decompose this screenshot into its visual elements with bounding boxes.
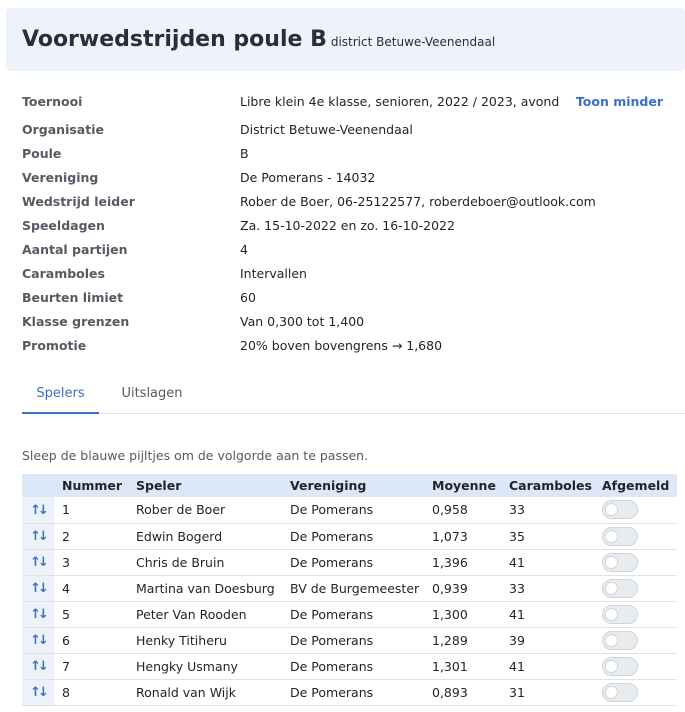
sort-arrows-icon[interactable]: ↑↓ [30, 659, 46, 674]
cell-speler: Rober de Boer [136, 502, 226, 518]
toggle-knob [605, 660, 618, 673]
cell-moyenne: 1,300 [432, 606, 468, 622]
toggle-knob [605, 503, 618, 516]
toggle-knob [605, 686, 618, 699]
info-value: Van 0,300 tot 1,400 [240, 314, 365, 329]
drag-handle[interactable] [22, 679, 54, 705]
info-value: Rober de Boer, 06-25122577, roberdeboer@outlook.com [240, 194, 596, 209]
info-value: Intervallen [240, 266, 307, 281]
cell-afgemeld [594, 549, 677, 575]
drag-handle[interactable] [22, 653, 54, 679]
info-row [22, 91, 677, 113]
cell-speler: Peter Van Rooden [136, 606, 247, 622]
sort-arrows-icon[interactable]: ↑↓ [30, 502, 46, 518]
info-label: Organisatie [22, 122, 104, 137]
cell-nummer: 8 [62, 684, 70, 700]
toggle-knob [605, 634, 618, 647]
drag-handle[interactable] [22, 497, 54, 523]
cell-caramboles: 41 [509, 554, 525, 570]
cell-vereniging: BV de Burgemeester [290, 580, 420, 596]
toon-minder-link[interactable]: Toon minder [575, 94, 663, 109]
table-row [22, 549, 677, 575]
info-label: Promotie [22, 338, 87, 353]
info-row [22, 119, 677, 141]
column-header-moyenne[interactable]: Moyenne [432, 478, 496, 493]
info-row [22, 311, 677, 333]
cell-afgemeld [594, 601, 677, 627]
afgemeld-toggle[interactable] [602, 683, 638, 702]
cell-vereniging: De Pomerans [290, 632, 374, 648]
players-table [22, 474, 677, 706]
afgemeld-toggle[interactable] [602, 500, 638, 519]
cell-moyenne: 0,893 [432, 684, 468, 700]
table-row [22, 601, 677, 627]
cell-nummer: 7 [62, 658, 70, 674]
column-header-afgemeld[interactable]: Afgemeld [602, 478, 670, 493]
cell-moyenne: 1,073 [432, 528, 468, 544]
cell-speler: Hengky Usmany [136, 658, 238, 674]
drag-handle[interactable] [22, 523, 54, 549]
info-value: District Betuwe-Veenendaal [240, 122, 413, 137]
info-label: Beurten limiet [22, 290, 124, 305]
toggle-knob [605, 608, 618, 621]
info-label: Vereniging [22, 170, 99, 185]
toggle-knob [605, 556, 618, 569]
afgemeld-toggle[interactable] [602, 631, 638, 650]
info-value: De Pomerans - 14032 [240, 170, 376, 185]
info-row [22, 335, 677, 357]
cell-afgemeld [594, 497, 677, 523]
cell-moyenne: 0,958 [432, 502, 468, 518]
drag-handle[interactable] [22, 575, 54, 601]
toggle-knob [605, 530, 618, 543]
sort-arrows-icon[interactable]: ↑↓ [30, 555, 46, 570]
tab-bar [22, 376, 685, 414]
afgemeld-toggle[interactable] [602, 657, 638, 676]
drag-handle[interactable] [22, 601, 54, 627]
info-row [22, 191, 677, 213]
column-header-caramboles[interactable]: Caramboles [509, 478, 592, 493]
drag-hint: Sleep de blauwe pijltjes om de volgorde aan te passen. [22, 448, 369, 463]
info-label: Speeldagen [22, 218, 105, 233]
sort-arrows-icon[interactable]: ↑↓ [30, 633, 46, 648]
cell-afgemeld [594, 627, 677, 653]
cell-afgemeld [594, 575, 677, 601]
cell-vereniging: De Pomerans [290, 502, 374, 518]
cell-speler: Ronald van Wijk [136, 684, 236, 700]
toggle-knob [605, 582, 618, 595]
info-value: Libre klein 4e klasse, senioren, 2022 / 2023, avond [240, 94, 560, 109]
cell-vereniging: De Pomerans [290, 528, 374, 544]
cell-afgemeld [594, 653, 677, 679]
cell-nummer: 1 [62, 502, 70, 518]
cell-caramboles: 39 [509, 632, 525, 648]
column-header-vereniging[interactable]: Vereniging [290, 478, 367, 493]
info-row [22, 215, 677, 237]
column-header-nummer[interactable]: Nummer [62, 478, 123, 493]
afgemeld-toggle[interactable] [602, 605, 638, 624]
sort-arrows-icon[interactable]: ↑↓ [30, 529, 46, 544]
cell-vereniging: De Pomerans [290, 554, 374, 570]
tab-spelers[interactable]: Spelers [22, 376, 99, 414]
cell-caramboles: 41 [509, 606, 525, 622]
cell-moyenne: 0,939 [432, 580, 468, 596]
cell-nummer: 3 [62, 554, 70, 570]
cell-caramboles: 35 [509, 528, 525, 544]
sort-arrows-icon[interactable]: ↑↓ [30, 581, 46, 596]
cell-vereniging: De Pomerans [290, 684, 374, 700]
info-label: Poule [22, 146, 62, 161]
info-label: Caramboles [22, 266, 105, 281]
info-label: Toernooi [22, 94, 83, 109]
drag-handle[interactable] [22, 627, 54, 653]
afgemeld-toggle[interactable] [602, 527, 638, 546]
afgemeld-toggle[interactable] [602, 553, 638, 572]
cell-speler: Chris de Bruin [136, 554, 225, 570]
info-row [22, 167, 677, 189]
cell-caramboles: 31 [509, 684, 525, 700]
cell-nummer: 5 [62, 606, 70, 622]
cell-nummer: 4 [62, 580, 70, 596]
tab-uitslagen[interactable]: Uitslagen [121, 386, 183, 401]
page-subtitle: district Betuwe-Veenendaal [330, 35, 496, 49]
cell-afgemeld [594, 523, 677, 549]
table-row [22, 627, 677, 653]
drag-column-header [22, 474, 54, 497]
cell-speler: Edwin Bogerd [136, 528, 223, 544]
info-label: Aantal partijen [22, 242, 128, 257]
info-value: Za. 15-10-2022 en zo. 16-10-2022 [240, 218, 455, 233]
table-row [22, 575, 677, 601]
cell-afgemeld [594, 679, 677, 705]
cell-nummer: 2 [62, 528, 70, 544]
info-row [22, 143, 677, 165]
cell-speler: Henky Titiheru [136, 632, 227, 648]
info-value: B [240, 146, 249, 161]
cell-moyenne: 1,396 [432, 554, 468, 570]
info-row [22, 263, 677, 285]
sort-arrows-icon[interactable]: ↑↓ [30, 607, 46, 622]
info-row [22, 239, 677, 261]
afgemeld-toggle[interactable] [602, 579, 638, 598]
sort-arrows-icon[interactable]: ↑↓ [30, 685, 46, 700]
info-value: 4 [240, 242, 248, 257]
cell-vereniging: De Pomerans [290, 606, 374, 622]
info-label: Wedstrijd leider [22, 194, 135, 209]
table-header-row [22, 474, 677, 497]
table-row [22, 497, 677, 523]
table-row [22, 653, 677, 679]
info-label: Klasse grenzen [22, 314, 130, 329]
cell-vereniging: De Pomerans [290, 658, 374, 674]
cell-moyenne: 1,289 [432, 632, 468, 648]
column-header-speler[interactable]: Speler [136, 478, 182, 493]
cell-moyenne: 1,301 [432, 658, 468, 674]
cell-caramboles: 41 [509, 658, 525, 674]
page-header [6, 8, 685, 71]
info-value: 60 [240, 290, 256, 305]
cell-caramboles: 33 [509, 580, 525, 596]
page-title: Voorwedstrijden poule B district Betuwe-Veenendaal [22, 27, 496, 52]
cell-caramboles: 33 [509, 502, 525, 518]
cell-nummer: 6 [62, 632, 70, 648]
info-value: 20% boven bovengrens → 1,680 [240, 338, 443, 353]
cell-speler: Martina van Doesburg [136, 580, 275, 596]
drag-handle[interactable] [22, 549, 54, 575]
info-row [22, 287, 677, 309]
table-row [22, 523, 677, 549]
table-row [22, 679, 677, 705]
